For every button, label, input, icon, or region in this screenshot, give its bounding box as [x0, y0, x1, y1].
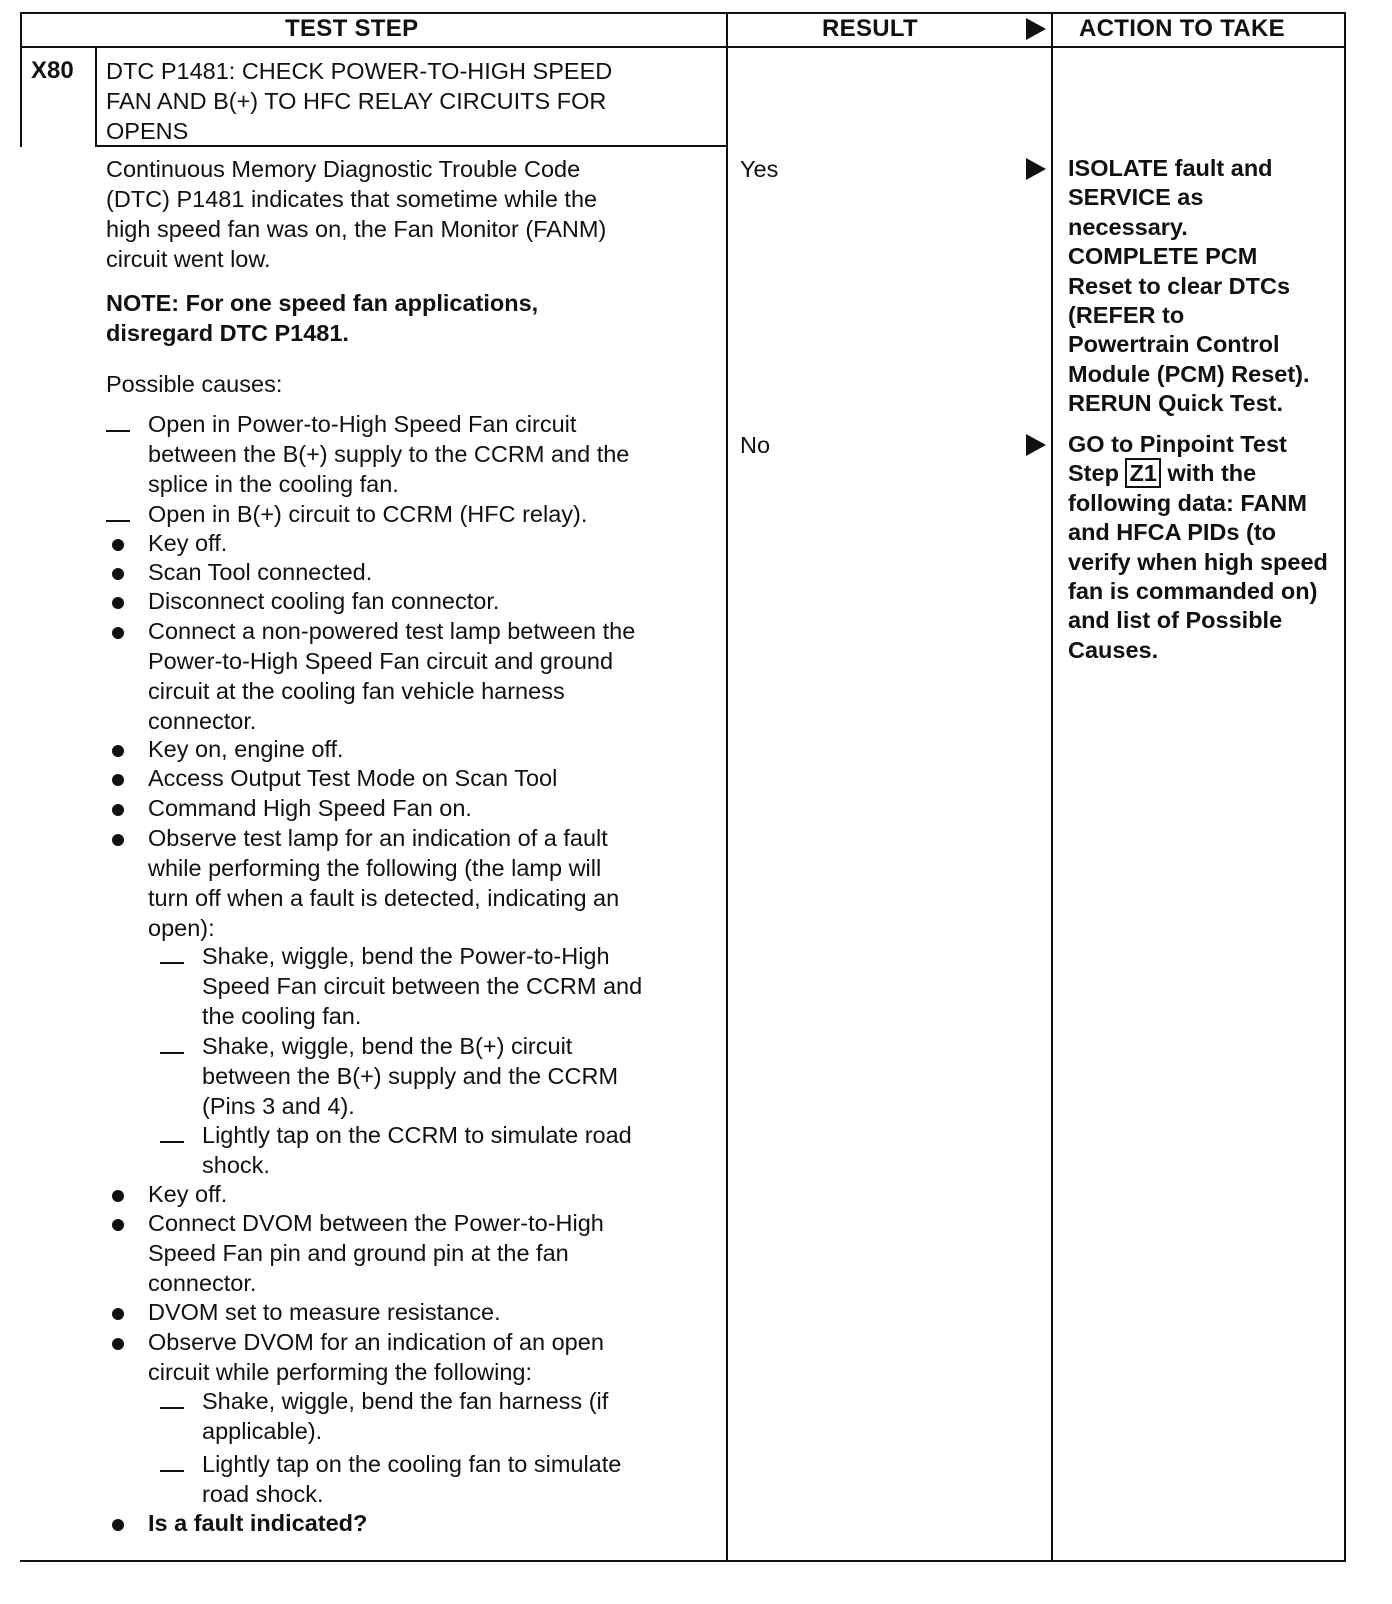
dash-icon [106, 430, 130, 432]
action-line: (REFER to [1068, 302, 1185, 329]
table-left-border [20, 12, 22, 147]
action-line: following data: FANM [1068, 489, 1307, 516]
procedure-substep [160, 1031, 618, 1121]
action-line: necessary. [1068, 213, 1188, 240]
bullet-icon [112, 834, 124, 846]
action-step-suffix: with the [1167, 460, 1257, 487]
step-title-line: DTC P1481: CHECK POWER-TO-HIGH SPEED [106, 58, 613, 84]
note [106, 288, 721, 348]
procedure-line: Connect DVOM between the Power-to-High [148, 1210, 604, 1236]
result-column-divider [726, 12, 728, 1562]
procedure-line: Access Output Test Mode on Scan Tool [148, 765, 558, 791]
dash-icon [160, 1141, 184, 1143]
procedure-line: circuit while performing the following: [148, 1359, 532, 1385]
bullet-icon [112, 1219, 124, 1231]
action-line: verify when high speed [1068, 548, 1328, 575]
bullet-icon [112, 1519, 124, 1531]
bullet-icon [112, 627, 124, 639]
result-no-arrow-icon [1026, 434, 1046, 456]
bullet-icon [112, 1190, 124, 1202]
procedure-step [106, 793, 472, 823]
intro-line: circuit went low. [106, 246, 271, 272]
procedure-line: shock. [202, 1152, 270, 1178]
procedure-line: the cooling fan. [202, 1003, 362, 1029]
procedure-line: Connect a non-powered test lamp between the [148, 618, 636, 644]
procedure-line: applicable). [202, 1418, 323, 1444]
action-line: Reset to clear DTCs [1068, 272, 1291, 299]
procedure-line: connector. [148, 708, 257, 734]
action-line: ISOLATE fault and [1068, 155, 1273, 181]
action-line: fan is commanded on) [1068, 578, 1318, 605]
step-title-line: FAN AND B(+) TO HFC RELAY CIRCUITS FOR [106, 88, 607, 114]
procedure-line: while performing the following (the lamp will [148, 855, 602, 881]
procedure-line: Disconnect cooling fan connector. [148, 588, 500, 614]
procedure-line: Key off. [148, 530, 228, 556]
dash-icon [160, 962, 184, 964]
procedure-line: Observe test lamp for an indication of a fault [148, 825, 608, 851]
bullet-icon [112, 1338, 124, 1350]
action-line: Causes. [1068, 636, 1159, 663]
bullet-icon [112, 804, 124, 816]
cause-item [106, 409, 721, 499]
possible-causes-label: Possible causes: [106, 371, 283, 397]
note-line: NOTE: For one speed fan applications, [106, 290, 539, 316]
action-line: Module (PCM) Reset). [1068, 360, 1310, 387]
procedure-line: Key off. [148, 1181, 228, 1207]
dash-icon [160, 1470, 184, 1472]
procedure-line: Key on, engine off. [148, 736, 344, 762]
header-arrow-icon [1026, 18, 1046, 40]
bullet-icon [112, 1308, 124, 1320]
result-no: No [740, 432, 771, 458]
action-line: and list of Possible [1068, 607, 1283, 634]
cause-line: Open in B(+) circuit to CCRM (HFC relay). [148, 501, 588, 527]
intro-paragraph [106, 154, 721, 274]
procedure-line: Scan Tool connected. [148, 559, 373, 585]
action-line [1068, 459, 1340, 488]
procedure-line: Speed Fan circuit between the CCRM and [202, 973, 643, 999]
procedure-substep [160, 941, 642, 1031]
procedure-line: Is a fault indicated? [148, 1510, 368, 1536]
action-line: Powertrain Control [1068, 331, 1280, 358]
procedure-line: circuit at the cooling fan vehicle harness [148, 678, 565, 704]
dash-icon [160, 1407, 184, 1409]
table-right-border [1344, 12, 1346, 1562]
intro-line: high speed fan was on, the Fan Monitor (FANM) [106, 216, 607, 242]
header-test-step: TEST STEP [285, 15, 419, 42]
procedure-line: turn off when a fault is detected, indicating an [148, 885, 620, 911]
pinpoint-step-ref[interactable]: Z1 [1125, 458, 1160, 488]
action-line: and HFCA PIDs (to [1068, 519, 1277, 546]
procedure-step [106, 1179, 227, 1209]
step-title [106, 56, 721, 146]
procedure-step [106, 616, 635, 736]
procedure-line: Power-to-High Speed Fan circuit and ground [148, 648, 614, 674]
procedure-step [106, 734, 344, 764]
intro-line: Continuous Memory Diagnostic Trouble Code [106, 156, 581, 182]
bullet-icon [112, 597, 124, 609]
action-line: GO to Pinpoint Test [1068, 431, 1287, 457]
procedure-line: Shake, wiggle, bend the Power-to-High [202, 943, 610, 969]
dash-icon [106, 520, 130, 522]
bullet-icon [112, 568, 124, 580]
procedure-step [106, 1327, 604, 1387]
procedure-step [106, 586, 499, 616]
procedure-line: Speed Fan pin and ground pin at the fan [148, 1240, 569, 1266]
procedure-step [106, 528, 227, 558]
step-id-divider [95, 47, 97, 147]
bullet-icon [112, 539, 124, 551]
intro-line: (DTC) P1481 indicates that sometime while the [106, 186, 598, 212]
procedure-line: between the B(+) supply and the CCRM [202, 1063, 619, 1089]
header-result: RESULT [822, 15, 919, 42]
dash-icon [160, 1052, 184, 1054]
action-step-prefix: Step [1068, 460, 1119, 487]
procedure-line: DVOM set to measure resistance. [148, 1299, 501, 1325]
procedure-line: Command High Speed Fan on. [148, 795, 472, 821]
action-column-divider [1051, 12, 1053, 1562]
procedure-line: Shake, wiggle, bend the fan harness (if [202, 1388, 609, 1414]
table-bottom-border [20, 1560, 1346, 1562]
procedure-line: road shock. [202, 1481, 324, 1507]
procedure-line: (Pins 3 and 4). [202, 1093, 355, 1119]
procedure-question [106, 1508, 367, 1538]
procedure-line: Observe DVOM for an indication of an open [148, 1329, 604, 1355]
procedure-step [106, 1297, 501, 1327]
header-action: ACTION TO TAKE [1079, 15, 1285, 42]
bullet-icon [112, 774, 124, 786]
procedure-line: Lightly tap on the CCRM to simulate road [202, 1122, 632, 1148]
cause-line: Open in Power-to-High Speed Fan circuit [148, 411, 577, 437]
action-line: RERUN Quick Test. [1068, 390, 1284, 417]
result-yes-arrow-icon [1026, 158, 1046, 180]
bullet-icon [112, 745, 124, 757]
procedure-line: Shake, wiggle, bend the B(+) circuit [202, 1033, 573, 1059]
procedure-substep [160, 1386, 608, 1446]
step-title-line: OPENS [106, 118, 189, 144]
action-line: SERVICE as [1068, 184, 1204, 211]
cause-item [106, 499, 721, 529]
procedure-step [106, 763, 557, 793]
action-line: COMPLETE PCM [1068, 243, 1258, 270]
procedure-step [106, 823, 619, 943]
header-bottom-border [20, 46, 1346, 48]
procedure-substep [160, 1449, 621, 1509]
cause-line: splice in the cooling fan. [148, 471, 399, 497]
cause-line: between the B(+) supply to the CCRM and the [148, 441, 630, 467]
step-id: X80 [31, 57, 74, 84]
procedure-line: open): [148, 915, 215, 941]
procedure-line: connector. [148, 1270, 257, 1296]
result-yes: Yes [740, 156, 779, 182]
procedure-step [106, 557, 372, 587]
procedure-line: Lightly tap on the cooling fan to simulate [202, 1451, 622, 1477]
action-no [1068, 430, 1340, 665]
procedure-step [106, 1208, 604, 1298]
note-line: disregard DTC P1481. [106, 320, 349, 346]
action-yes [1068, 154, 1340, 419]
procedure-substep [160, 1120, 632, 1180]
